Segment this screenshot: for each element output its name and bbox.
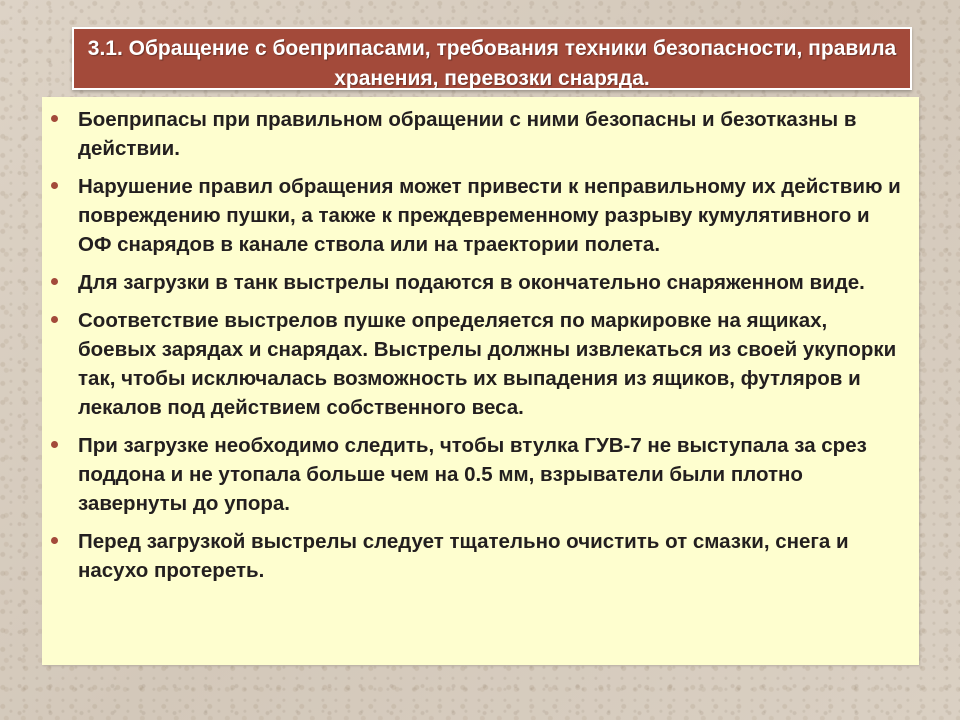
bullet-dot-icon xyxy=(51,115,58,122)
slide-title-box xyxy=(72,27,912,90)
bullet-item xyxy=(78,431,907,518)
bullet-text: Соответствие выстрелов пушке определяется по маркировке на ящиках, боевых зарядах и снарядах. Выстрелы должны извлекаться из своей укупорки так, чтобы исключалась возможность их выпадения из ящиков, футляров и лекалов под действием собственного веса. xyxy=(78,309,897,419)
slide-content-box xyxy=(42,97,919,665)
bullet-dot-icon xyxy=(51,182,58,189)
bullet-dot-icon xyxy=(51,278,58,285)
bullet-text: Для загрузки в танк выстрелы подаются в окончательно снаряженном виде. xyxy=(78,271,865,294)
bullet-dot-icon xyxy=(51,537,58,544)
bullet-text: При загрузке необходимо следить, чтобы втулка ГУВ-7 не выступала за срез поддона и не утопала больше чем на 0.5 мм, взрыватели были плотно завернуты до упора. xyxy=(78,434,867,515)
bullet-text: Нарушение правил обращения может привести к неправильному их действию и повреждению пушки, а также к преждевременному разрыву кумулятивного и ОФ снарядов в канале ствола или на траектории полета. xyxy=(78,175,901,256)
bullet-item xyxy=(78,172,907,259)
bullet-item xyxy=(78,306,907,422)
bullet-item xyxy=(78,105,907,163)
bullet-text: Перед загрузкой выстрелы следует тщательно очистить от смазки, снега и насухо протереть. xyxy=(78,530,849,582)
bullet-list xyxy=(42,97,919,585)
slide-title: 3.1. Обращение с боеприпасами, требования техники безопасности, правила хранения, перевозки снаряда. xyxy=(87,37,897,90)
bullet-item xyxy=(78,527,907,585)
bullet-item xyxy=(78,268,907,297)
bullet-text: Боеприпасы при правильном обращении с ними безопасны и безотказны в действии. xyxy=(78,108,857,160)
bullet-dot-icon xyxy=(51,316,58,323)
bullet-dot-icon xyxy=(51,441,58,448)
